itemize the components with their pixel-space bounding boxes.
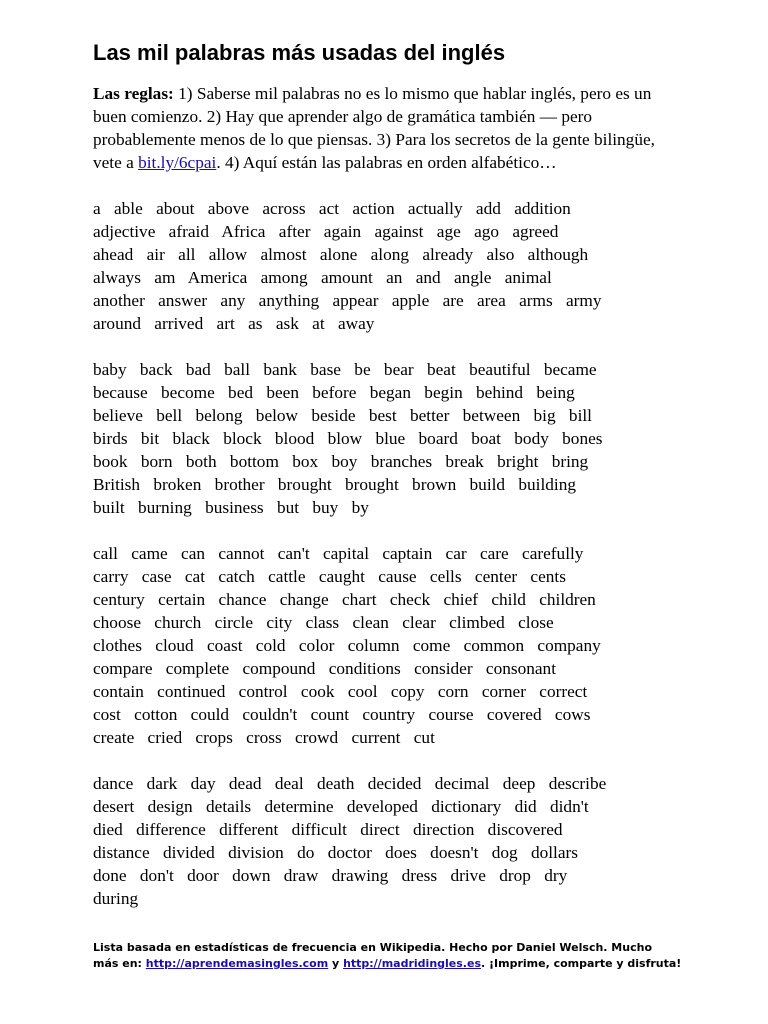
- rules-label: Las reglas:: [93, 84, 174, 103]
- madridingles-link[interactable]: http://madridingles.es: [343, 957, 481, 970]
- word-line: a able about above across act action actually add addition: [93, 199, 571, 218]
- word-line: believe bell belong below beside best better between big bill: [93, 406, 592, 425]
- word-line: desert design details determine developed dictionary did didn't: [93, 797, 589, 816]
- word-line: British broken brother brought brought brown build building: [93, 475, 576, 494]
- word-section: [93, 772, 683, 910]
- word-line: always am America among amount an and angle animal: [93, 268, 552, 287]
- word-line: baby back bad ball bank base be bear beat beautiful became: [93, 360, 597, 379]
- word-line: choose church circle city class clean clear climbed close: [93, 613, 554, 632]
- word-line: built burning business but buy by: [93, 498, 369, 517]
- word-line: done don't door down draw drawing dress drive drop dry: [93, 866, 568, 885]
- rules-paragraph: [93, 82, 683, 174]
- word-line: died difference different difficult direct direction discovered: [93, 820, 563, 839]
- word-line: around arrived art as ask at away: [93, 314, 375, 333]
- word-line: cost cotton could couldn't count country course covered cows: [93, 705, 591, 724]
- word-line: during: [93, 889, 139, 908]
- word-line: create cried crops cross crowd current cut: [93, 728, 435, 747]
- word-line: because become bed been before began begin behind being: [93, 383, 575, 402]
- footer-line-2: [93, 956, 693, 972]
- bitly-link[interactable]: bit.ly/6cpai: [138, 153, 217, 172]
- footer: [93, 940, 693, 972]
- word-section: [93, 197, 683, 335]
- word-line: carry case cat catch cattle caught cause cells center cents: [93, 567, 566, 586]
- word-line: compare complete compound conditions consider consonant: [93, 659, 556, 678]
- word-line: dance dark day dead deal death decided decimal deep describe: [93, 774, 607, 793]
- word-section: [93, 358, 683, 519]
- word-line: ahead air all allow almost alone along already also although: [93, 245, 589, 264]
- word-line: adjective afraid Africa after again against age ago agreed: [93, 222, 559, 241]
- word-line: birds bit black block blood blow blue board boat body bones: [93, 429, 603, 448]
- rules-text: 1) Saberse mil palabras no es lo mismo que hablar inglés, pero es un buen comienzo. 2) Hay que aprender algo de gramática también — pero probablemente menos de lo que piensas. 3) Para los secretos de la gente bilingüe, vete a: [93, 84, 655, 172]
- footer-text: más en:: [93, 957, 146, 970]
- footer-text-and: y: [328, 957, 344, 970]
- word-line: book born both bottom box boy branches break bright bring: [93, 452, 589, 471]
- document-page: [93, 40, 683, 933]
- word-section: [93, 542, 683, 749]
- word-line: contain continued control cook cool copy corn corner correct: [93, 682, 588, 701]
- footer-text-end: . ¡Imprime, comparte y disfruta!: [481, 957, 682, 970]
- word-line: another answer any anything appear apple are area arms army: [93, 291, 602, 310]
- page-title: Las mil palabras más usadas del inglés: [93, 40, 506, 65]
- word-line: distance divided division do doctor does doesn't dog dollars: [93, 843, 579, 862]
- rules-text-end: . 4) Aquí están las palabras en orden alfabético…: [216, 153, 557, 172]
- footer-line-1: Lista basada en estadísticas de frecuencia en Wikipedia. Hecho por Daniel Welsch. Mucho: [93, 941, 652, 954]
- word-line: century certain chance change chart check chief child children: [93, 590, 596, 609]
- word-line: clothes cloud coast cold color column come common company: [93, 636, 601, 655]
- aprendemasingles-link[interactable]: http://aprendemasingles.com: [145, 957, 329, 970]
- word-line: call came can cannot can't capital captain car care carefully: [93, 544, 584, 563]
- word-list: [93, 197, 683, 910]
